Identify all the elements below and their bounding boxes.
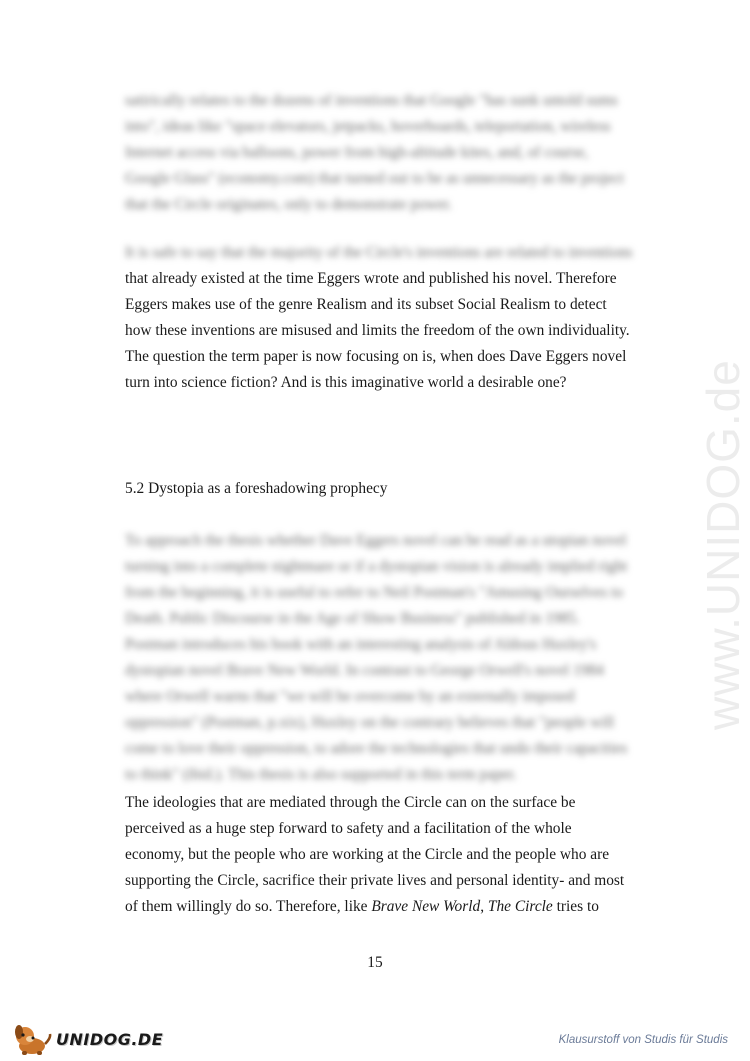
text-line: oppression" (Postman, p.xix), Huxley on the contrary believes that "people will: [125, 714, 615, 731]
text-line: turning into a complete nightmare or if a dystopian vision is already implied right: [125, 558, 628, 575]
text-line: to think" (ibid.). This thesis is also supported in this term paper.: [125, 766, 517, 783]
paragraph-blurred-3: [125, 528, 628, 788]
text-line: Eggers makes use of the genre Realism and its subset Social Realism to detect: [125, 296, 607, 313]
text-line: Internet access via balloons, power from high-altitude kites, and, of course,: [125, 144, 589, 161]
logo-text: UNIDOG.DE: [56, 1030, 164, 1049]
footer-caption: Klausurstoff von Studis für Studis: [558, 1034, 728, 1046]
text-line: where Orwell warns that "we will be overcome by an externally imposed: [125, 688, 575, 705]
text-line: Google Glass" (economy.com) that turned out to be as unnecessary as the project: [125, 170, 624, 187]
text-run: tries to: [552, 898, 599, 915]
text-line: To approach the thesis whether Dave Eggers novel can be read as a utopian novel: [125, 532, 627, 549]
text-run: ,: [480, 898, 488, 915]
text-line: come to love their oppression, to adore the technologies that undo their capacities: [125, 740, 628, 757]
paragraph-4: [125, 790, 625, 920]
dog-icon: [10, 1022, 54, 1056]
text-line: dystopian novel Brave New World. In contrast to George Orwell's novel 1984: [125, 662, 604, 679]
unidog-logo: [10, 1022, 164, 1056]
page-number: 15: [367, 954, 383, 971]
text-line: The ideologies that are mediated through the Circle can on the surface be: [125, 794, 576, 811]
text-line: that already existed at the time Eggers wrote and published his novel. Therefore: [125, 270, 617, 287]
watermark: www.UNIDOG.de: [697, 359, 749, 730]
paragraph-blurred-1: [125, 88, 625, 218]
text-line: perceived as a huge step forward to safety and a facilitation of the whole: [125, 820, 572, 837]
text-line: turn into science fiction? And is this imaginative world a desirable one?: [125, 374, 567, 391]
text-line: supporting the Circle, sacrifice their private lives and personal identity- and most: [125, 872, 625, 889]
text-line: satirically relates to the dozens of inventions that Google "has sunk untold sums: [125, 92, 618, 109]
paragraph-2: [125, 240, 633, 396]
text-line: from the beginning, it is useful to refer to Neil Postman's "Amusing Ourselves to: [125, 584, 624, 601]
book-title-the-circle: The Circle: [487, 898, 553, 915]
text-line-blurred: It is safe to say that the majority of the Circle's inventions are related to inventions: [125, 244, 633, 261]
text-run: of them willingly do so. Therefore, like: [125, 898, 372, 915]
text-line: Postman introduces his book with an interesting analysis of Aldous Huxley's: [125, 636, 597, 653]
book-title-brave-new-world: Brave New World: [371, 898, 481, 915]
page-footer: [0, 1020, 750, 1060]
text-line: how these inventions are misused and limits the freedom of the own individuality.: [125, 322, 630, 339]
text-line-with-titles: [125, 894, 625, 920]
text-line: The question the term paper is now focusing on is, when does Dave Eggers novel: [125, 348, 627, 365]
text-line: economy, but the people who are working at the Circle and the people who are: [125, 846, 610, 863]
text-line: that the Circle originates, only to demonstrate power.: [125, 196, 452, 213]
text-line: Death. Public Discourse in the Age of Show Business" published in 1985.: [125, 610, 580, 627]
section-heading: 5.2 Dystopia as a foreshadowing prophecy: [125, 480, 388, 497]
text-line: into", ideas like "space elevators, jetpacks, hoverboards, teleportation, wireless: [125, 118, 611, 135]
